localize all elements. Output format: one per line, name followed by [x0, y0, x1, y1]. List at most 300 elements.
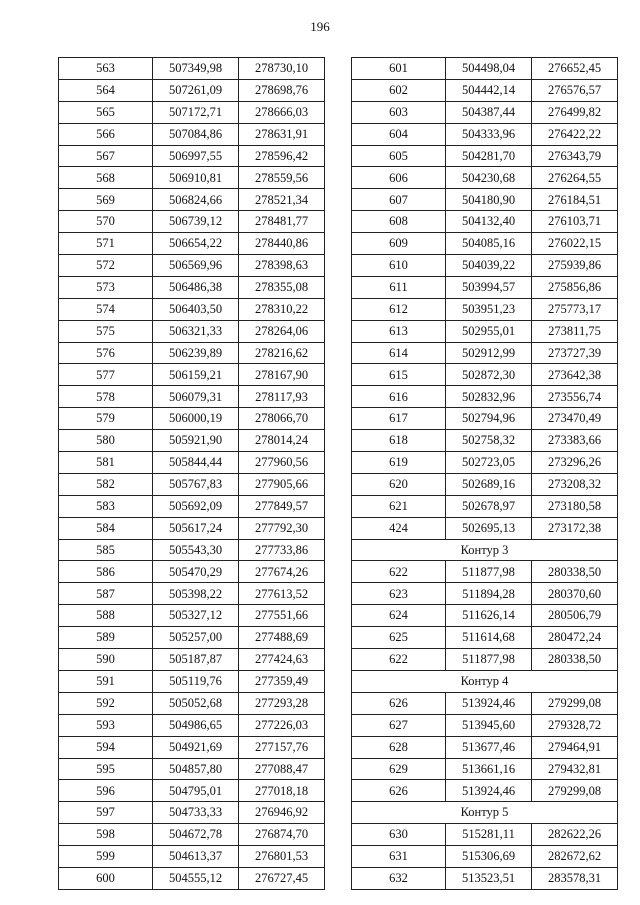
y-coordinate-cell: 277018,18 — [239, 780, 325, 802]
y-coordinate-cell: 280338,50 — [532, 561, 618, 583]
point-number-cell: 567 — [59, 145, 153, 167]
table-row — [59, 561, 325, 583]
table-row — [352, 583, 618, 605]
y-coordinate-cell: 277157,76 — [239, 736, 325, 758]
y-coordinate-cell: 282622,26 — [532, 824, 618, 846]
x-coordinate-cell: 506997,55 — [153, 145, 239, 167]
y-coordinate-cell: 273727,39 — [532, 342, 618, 364]
y-coordinate-cell: 277088,47 — [239, 758, 325, 780]
table-row — [59, 824, 325, 846]
point-number-cell: 631 — [352, 846, 446, 868]
x-coordinate-cell: 505327,12 — [153, 605, 239, 627]
coordinates-table-left — [58, 57, 325, 890]
y-coordinate-cell: 280472,24 — [532, 627, 618, 649]
table-row — [352, 58, 618, 80]
point-number-cell: 563 — [59, 58, 153, 80]
point-number-cell: 584 — [59, 517, 153, 539]
y-coordinate-cell: 273180,58 — [532, 495, 618, 517]
table-row — [59, 846, 325, 868]
y-coordinate-cell: 279299,08 — [532, 780, 618, 802]
point-number-cell: 632 — [352, 867, 446, 889]
table-row — [352, 211, 618, 233]
x-coordinate-cell: 507261,09 — [153, 79, 239, 101]
y-coordinate-cell: 275773,17 — [532, 298, 618, 320]
y-coordinate-cell: 278216,62 — [239, 342, 325, 364]
y-coordinate-cell: 273811,75 — [532, 320, 618, 342]
table-row — [352, 736, 618, 758]
table-row — [352, 255, 618, 277]
x-coordinate-cell: 506569,96 — [153, 255, 239, 277]
y-coordinate-cell: 273470,49 — [532, 408, 618, 430]
y-coordinate-cell: 273556,74 — [532, 386, 618, 408]
table-row — [352, 386, 618, 408]
x-coordinate-cell: 506654,22 — [153, 233, 239, 255]
x-coordinate-cell: 513523,51 — [446, 867, 532, 889]
table-row — [59, 101, 325, 123]
x-coordinate-cell: 513924,46 — [446, 780, 532, 802]
y-coordinate-cell: 280506,79 — [532, 605, 618, 627]
y-coordinate-cell: 273642,38 — [532, 364, 618, 386]
x-coordinate-cell: 511626,14 — [446, 605, 532, 627]
y-coordinate-cell: 278066,70 — [239, 408, 325, 430]
y-coordinate-cell: 276946,92 — [239, 802, 325, 824]
point-number-cell: 591 — [59, 670, 153, 692]
x-coordinate-cell: 504672,78 — [153, 824, 239, 846]
point-number-cell: 617 — [352, 408, 446, 430]
x-coordinate-cell: 511877,98 — [446, 561, 532, 583]
x-coordinate-cell: 504613,37 — [153, 846, 239, 868]
y-coordinate-cell: 276343,79 — [532, 145, 618, 167]
table-row — [59, 670, 325, 692]
contour-header-row — [352, 670, 618, 692]
y-coordinate-cell: 278167,90 — [239, 364, 325, 386]
table-row — [352, 189, 618, 211]
x-coordinate-cell: 505921,90 — [153, 430, 239, 452]
table-row — [352, 145, 618, 167]
y-coordinate-cell: 277792,30 — [239, 517, 325, 539]
table-row — [352, 101, 618, 123]
y-coordinate-cell: 279432,81 — [532, 758, 618, 780]
x-coordinate-cell: 513677,46 — [446, 736, 532, 758]
x-coordinate-cell: 506910,81 — [153, 167, 239, 189]
x-coordinate-cell: 502723,05 — [446, 452, 532, 474]
table-row — [59, 298, 325, 320]
table-row — [59, 145, 325, 167]
y-coordinate-cell: 277960,56 — [239, 452, 325, 474]
point-number-cell: 606 — [352, 167, 446, 189]
x-coordinate-cell: 504132,40 — [446, 211, 532, 233]
table-row — [352, 276, 618, 298]
y-coordinate-cell: 278559,56 — [239, 167, 325, 189]
point-number-cell: 424 — [352, 517, 446, 539]
point-number-cell: 593 — [59, 714, 153, 736]
x-coordinate-cell: 505257,00 — [153, 627, 239, 649]
y-coordinate-cell: 282672,62 — [532, 846, 618, 868]
point-number-cell: 597 — [59, 802, 153, 824]
x-coordinate-cell: 504442,14 — [446, 79, 532, 101]
table-row — [352, 79, 618, 101]
x-coordinate-cell: 504230,68 — [446, 167, 532, 189]
y-coordinate-cell: 277905,66 — [239, 473, 325, 495]
table-row — [59, 627, 325, 649]
x-coordinate-cell: 502832,96 — [446, 386, 532, 408]
contour-label: Контур 4 — [352, 670, 618, 692]
y-coordinate-cell: 277674,26 — [239, 561, 325, 583]
table-row — [352, 342, 618, 364]
y-coordinate-cell: 278698,76 — [239, 79, 325, 101]
table-row — [59, 342, 325, 364]
point-number-cell: 577 — [59, 364, 153, 386]
page-number: 196 — [310, 19, 330, 34]
point-number-cell: 582 — [59, 473, 153, 495]
point-number-cell: 588 — [59, 605, 153, 627]
y-coordinate-cell: 276727,45 — [239, 867, 325, 889]
x-coordinate-cell: 507172,71 — [153, 101, 239, 123]
point-number-cell: 572 — [59, 255, 153, 277]
point-number-cell: 587 — [59, 583, 153, 605]
coordinates-table-right — [351, 57, 618, 890]
x-coordinate-cell: 505767,83 — [153, 473, 239, 495]
y-coordinate-cell: 283578,31 — [532, 867, 618, 889]
point-number-cell: 564 — [59, 79, 153, 101]
x-coordinate-cell: 506000,19 — [153, 408, 239, 430]
x-coordinate-cell: 504387,44 — [446, 101, 532, 123]
table-row — [59, 189, 325, 211]
point-number-cell: 583 — [59, 495, 153, 517]
point-number-cell: 576 — [59, 342, 153, 364]
point-number-cell: 627 — [352, 714, 446, 736]
table-row — [59, 452, 325, 474]
y-coordinate-cell: 277551,66 — [239, 605, 325, 627]
point-number-cell: 601 — [352, 58, 446, 80]
point-number-cell: 590 — [59, 649, 153, 671]
point-number-cell: 579 — [59, 408, 153, 430]
table-row — [59, 517, 325, 539]
y-coordinate-cell: 278730,10 — [239, 58, 325, 80]
point-number-cell: 571 — [59, 233, 153, 255]
table-row — [352, 846, 618, 868]
y-coordinate-cell: 277613,52 — [239, 583, 325, 605]
table-row — [352, 473, 618, 495]
table-row — [59, 320, 325, 342]
point-number-cell: 578 — [59, 386, 153, 408]
y-coordinate-cell: 275939,86 — [532, 255, 618, 277]
y-coordinate-cell: 278481,77 — [239, 211, 325, 233]
x-coordinate-cell: 504281,70 — [446, 145, 532, 167]
point-number-cell: 626 — [352, 692, 446, 714]
x-coordinate-cell: 504555,12 — [153, 867, 239, 889]
table-row — [59, 364, 325, 386]
table-row — [59, 605, 325, 627]
y-coordinate-cell: 273208,32 — [532, 473, 618, 495]
y-coordinate-cell: 277359,49 — [239, 670, 325, 692]
point-number-cell: 565 — [59, 101, 153, 123]
point-number-cell: 629 — [352, 758, 446, 780]
x-coordinate-cell: 504986,65 — [153, 714, 239, 736]
point-number-cell: 616 — [352, 386, 446, 408]
point-number-cell: 602 — [352, 79, 446, 101]
y-coordinate-cell: 273296,26 — [532, 452, 618, 474]
x-coordinate-cell: 511614,68 — [446, 627, 532, 649]
point-number-cell: 614 — [352, 342, 446, 364]
point-number-cell: 620 — [352, 473, 446, 495]
x-coordinate-cell: 502955,01 — [446, 320, 532, 342]
table-row — [59, 123, 325, 145]
x-coordinate-cell: 502689,16 — [446, 473, 532, 495]
y-coordinate-cell: 276801,53 — [239, 846, 325, 868]
x-coordinate-cell: 515306,69 — [446, 846, 532, 868]
table-row — [352, 517, 618, 539]
x-coordinate-cell: 505692,09 — [153, 495, 239, 517]
x-coordinate-cell: 502678,97 — [446, 495, 532, 517]
table-row — [59, 539, 325, 561]
table-row — [59, 386, 325, 408]
y-coordinate-cell: 273172,38 — [532, 517, 618, 539]
y-coordinate-cell: 278355,08 — [239, 276, 325, 298]
table-row — [59, 79, 325, 101]
table-row — [59, 692, 325, 714]
table-row — [59, 758, 325, 780]
point-number-cell: 605 — [352, 145, 446, 167]
table-row — [59, 802, 325, 824]
point-number-cell: 622 — [352, 561, 446, 583]
table-row — [59, 736, 325, 758]
point-number-cell: 622 — [352, 649, 446, 671]
point-number-cell: 595 — [59, 758, 153, 780]
point-number-cell: 623 — [352, 583, 446, 605]
x-coordinate-cell: 505187,87 — [153, 649, 239, 671]
table-row — [59, 583, 325, 605]
table-row — [352, 605, 618, 627]
x-coordinate-cell: 513945,60 — [446, 714, 532, 736]
y-coordinate-cell: 279299,08 — [532, 692, 618, 714]
point-number-cell: 580 — [59, 430, 153, 452]
x-coordinate-cell: 506159,21 — [153, 364, 239, 386]
y-coordinate-cell: 276022,15 — [532, 233, 618, 255]
table-row — [352, 561, 618, 583]
x-coordinate-cell: 503951,23 — [446, 298, 532, 320]
x-coordinate-cell: 504857,80 — [153, 758, 239, 780]
x-coordinate-cell: 505398,22 — [153, 583, 239, 605]
x-coordinate-cell: 513661,16 — [446, 758, 532, 780]
y-coordinate-cell: 277488,69 — [239, 627, 325, 649]
x-coordinate-cell: 506239,89 — [153, 342, 239, 364]
table-row — [352, 123, 618, 145]
x-coordinate-cell: 506403,50 — [153, 298, 239, 320]
point-number-cell: 607 — [352, 189, 446, 211]
x-coordinate-cell: 513924,46 — [446, 692, 532, 714]
y-coordinate-cell: 273383,66 — [532, 430, 618, 452]
point-number-cell: 630 — [352, 824, 446, 846]
x-coordinate-cell: 506824,66 — [153, 189, 239, 211]
point-number-cell: 628 — [352, 736, 446, 758]
x-coordinate-cell: 504085,16 — [446, 233, 532, 255]
point-number-cell: 611 — [352, 276, 446, 298]
table-row — [59, 255, 325, 277]
x-coordinate-cell: 502912,99 — [446, 342, 532, 364]
x-coordinate-cell: 505470,29 — [153, 561, 239, 583]
point-number-cell: 589 — [59, 627, 153, 649]
x-coordinate-cell: 502872,30 — [446, 364, 532, 386]
x-coordinate-cell: 504180,90 — [446, 189, 532, 211]
x-coordinate-cell: 515281,11 — [446, 824, 532, 846]
x-coordinate-cell: 504921,69 — [153, 736, 239, 758]
x-coordinate-cell: 505119,76 — [153, 670, 239, 692]
table-row — [59, 233, 325, 255]
y-coordinate-cell: 276576,57 — [532, 79, 618, 101]
x-coordinate-cell: 511894,28 — [446, 583, 532, 605]
table-row — [352, 627, 618, 649]
x-coordinate-cell: 505052,68 — [153, 692, 239, 714]
point-number-cell: 626 — [352, 780, 446, 802]
x-coordinate-cell: 506079,31 — [153, 386, 239, 408]
table-row — [59, 780, 325, 802]
point-number-cell: 596 — [59, 780, 153, 802]
table-row — [352, 430, 618, 452]
y-coordinate-cell: 279328,72 — [532, 714, 618, 736]
x-coordinate-cell: 502695,13 — [446, 517, 532, 539]
y-coordinate-cell: 278310,22 — [239, 298, 325, 320]
point-number-cell: 600 — [59, 867, 153, 889]
x-coordinate-cell: 505844,44 — [153, 452, 239, 474]
table-row — [59, 473, 325, 495]
point-number-cell: 613 — [352, 320, 446, 342]
table-row — [59, 495, 325, 517]
point-number-cell: 610 — [352, 255, 446, 277]
table-row — [59, 714, 325, 736]
y-coordinate-cell: 278117,93 — [239, 386, 325, 408]
point-number-cell: 625 — [352, 627, 446, 649]
point-number-cell: 569 — [59, 189, 153, 211]
y-coordinate-cell: 278666,03 — [239, 101, 325, 123]
y-coordinate-cell: 276264,55 — [532, 167, 618, 189]
table-row — [352, 714, 618, 736]
point-number-cell: 621 — [352, 495, 446, 517]
point-number-cell: 603 — [352, 101, 446, 123]
point-number-cell: 575 — [59, 320, 153, 342]
y-coordinate-cell: 278521,34 — [239, 189, 325, 211]
y-coordinate-cell: 276184,51 — [532, 189, 618, 211]
contour-label: Контур 5 — [352, 802, 618, 824]
contour-header-row — [352, 802, 618, 824]
table-row — [59, 430, 325, 452]
y-coordinate-cell: 277849,57 — [239, 495, 325, 517]
y-coordinate-cell: 278631,91 — [239, 123, 325, 145]
point-number-cell: 619 — [352, 452, 446, 474]
table-row — [59, 167, 325, 189]
table-row — [59, 276, 325, 298]
point-number-cell: 586 — [59, 561, 153, 583]
y-coordinate-cell: 277226,03 — [239, 714, 325, 736]
y-coordinate-cell: 278264,06 — [239, 320, 325, 342]
table-row — [352, 758, 618, 780]
contour-header-row — [352, 539, 618, 561]
x-coordinate-cell: 503994,57 — [446, 276, 532, 298]
y-coordinate-cell: 277293,28 — [239, 692, 325, 714]
y-coordinate-cell: 280370,60 — [532, 583, 618, 605]
x-coordinate-cell: 507084,86 — [153, 123, 239, 145]
table-row — [352, 408, 618, 430]
point-number-cell: 604 — [352, 123, 446, 145]
point-number-cell: 568 — [59, 167, 153, 189]
table-row — [352, 167, 618, 189]
y-coordinate-cell: 276499,82 — [532, 101, 618, 123]
table-row — [352, 452, 618, 474]
table-row — [59, 408, 325, 430]
y-coordinate-cell: 276103,71 — [532, 211, 618, 233]
x-coordinate-cell: 507349,98 — [153, 58, 239, 80]
point-number-cell: 570 — [59, 211, 153, 233]
table-row — [352, 320, 618, 342]
x-coordinate-cell: 504733,33 — [153, 802, 239, 824]
x-coordinate-cell: 506321,33 — [153, 320, 239, 342]
point-number-cell: 594 — [59, 736, 153, 758]
y-coordinate-cell: 276422,22 — [532, 123, 618, 145]
table-row — [352, 824, 618, 846]
point-number-cell: 598 — [59, 824, 153, 846]
x-coordinate-cell: 502794,96 — [446, 408, 532, 430]
table-row — [352, 867, 618, 889]
y-coordinate-cell: 276652,45 — [532, 58, 618, 80]
point-number-cell: 581 — [59, 452, 153, 474]
point-number-cell: 608 — [352, 211, 446, 233]
table-row — [59, 211, 325, 233]
point-number-cell: 574 — [59, 298, 153, 320]
y-coordinate-cell: 278014,24 — [239, 430, 325, 452]
table-row — [59, 867, 325, 889]
point-number-cell: 609 — [352, 233, 446, 255]
table-row — [352, 692, 618, 714]
point-number-cell: 592 — [59, 692, 153, 714]
y-coordinate-cell: 278596,42 — [239, 145, 325, 167]
y-coordinate-cell: 280338,50 — [532, 649, 618, 671]
x-coordinate-cell: 505617,24 — [153, 517, 239, 539]
y-coordinate-cell: 277733,86 — [239, 539, 325, 561]
point-number-cell: 599 — [59, 846, 153, 868]
point-number-cell: 618 — [352, 430, 446, 452]
x-coordinate-cell: 505543,30 — [153, 539, 239, 561]
point-number-cell: 573 — [59, 276, 153, 298]
y-coordinate-cell: 278398,63 — [239, 255, 325, 277]
table-row — [352, 780, 618, 802]
x-coordinate-cell: 506486,38 — [153, 276, 239, 298]
y-coordinate-cell: 279464,91 — [532, 736, 618, 758]
point-number-cell: 566 — [59, 123, 153, 145]
contour-label: Контур 3 — [352, 539, 618, 561]
point-number-cell: 615 — [352, 364, 446, 386]
point-number-cell: 585 — [59, 539, 153, 561]
x-coordinate-cell: 504333,96 — [446, 123, 532, 145]
x-coordinate-cell: 511877,98 — [446, 649, 532, 671]
y-coordinate-cell: 275856,86 — [532, 276, 618, 298]
table-row — [352, 233, 618, 255]
point-number-cell: 612 — [352, 298, 446, 320]
x-coordinate-cell: 504039,22 — [446, 255, 532, 277]
y-coordinate-cell: 277424,63 — [239, 649, 325, 671]
x-coordinate-cell: 504498,04 — [446, 58, 532, 80]
table-row — [59, 649, 325, 671]
y-coordinate-cell: 278440,86 — [239, 233, 325, 255]
x-coordinate-cell: 506739,12 — [153, 211, 239, 233]
table-row — [352, 649, 618, 671]
table-row — [59, 58, 325, 80]
table-row — [352, 364, 618, 386]
table-row — [352, 298, 618, 320]
point-number-cell: 624 — [352, 605, 446, 627]
x-coordinate-cell: 502758,32 — [446, 430, 532, 452]
table-row — [352, 495, 618, 517]
y-coordinate-cell: 276874,70 — [239, 824, 325, 846]
